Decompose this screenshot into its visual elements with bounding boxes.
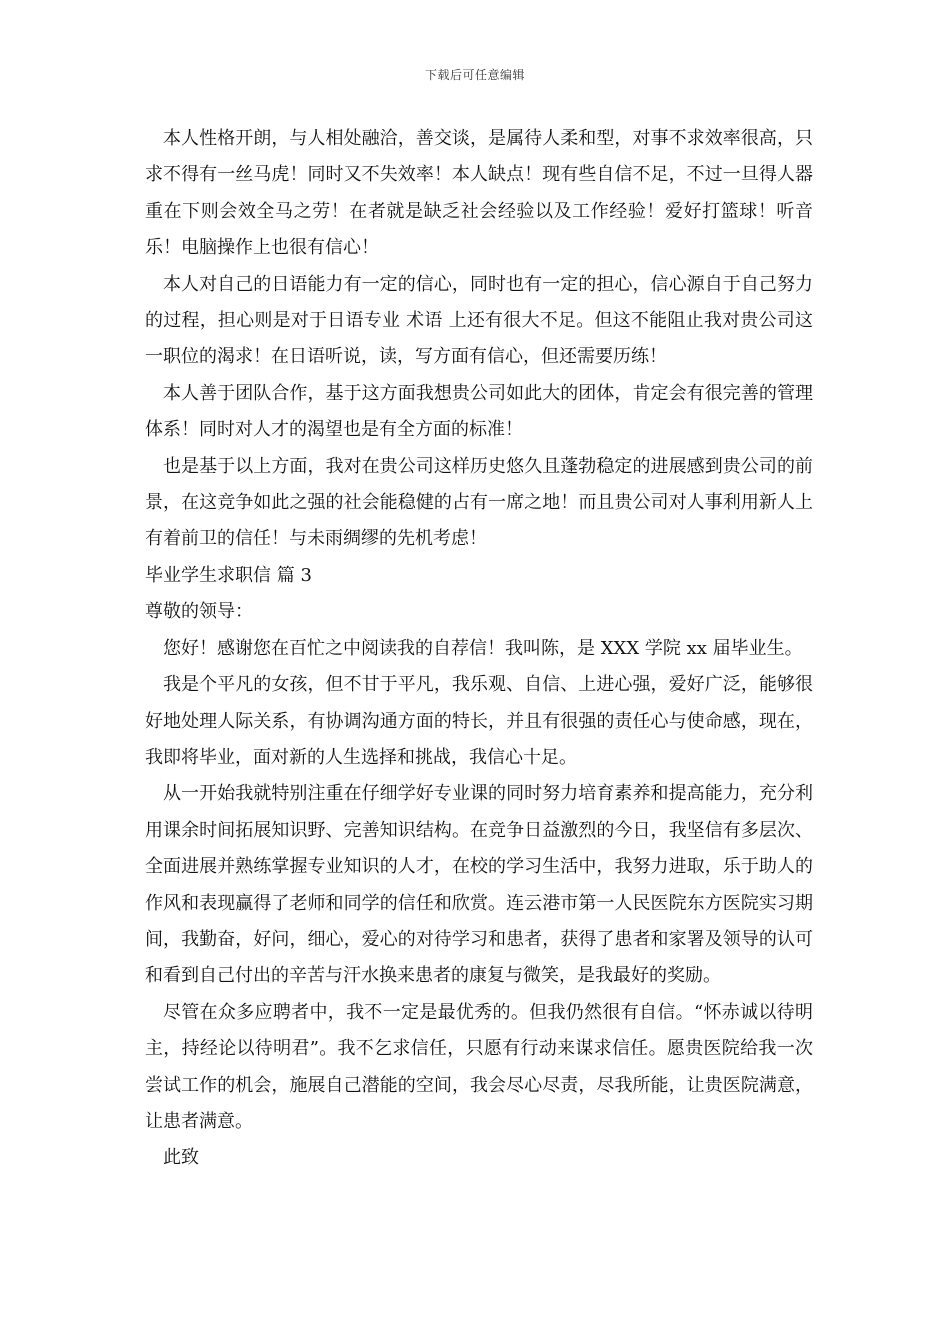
- paragraph-greeting: 您好！感谢您在百忙之中阅读我的自荐信！我叫陈，是 XXX 学院 xx 届毕业生。: [163, 637, 803, 659]
- paragraph-self-intro: 我是个平凡的女孩，但不甘于平凡，我乐观、自信、上进心强，爱好广泛，能够很好地处理人际关系，有协调沟通方面的特长，并且有很强的责任心与使命感，现在，我即将毕业，面对新的人生选择和挑战，我信心十足。: [145, 674, 813, 768]
- salutation: 尊敬的领导：: [145, 601, 253, 623]
- page-header: 下载后可任意编辑: [424, 68, 525, 82]
- section-title: 毕业学生求职信 篇 3: [145, 564, 312, 586]
- paragraph-personality: 本人性格开朗，与人相处融洽，善交谈，是属待人柔和型，对事不求效率很高，只求不得有一丝马虎！同时又不失效率！本人缺点！现有些自信不足，不过一旦得人器重在下则会效全马之劳！在者就是缺乏社会经验以及工作经验！爱好打篮球！听音乐！电脑操作上也很有信心！: [145, 128, 813, 259]
- paragraph-teamwork: 本人善于团队合作，基于这方面我想贵公司如此大的团体，肯定会有很完善的管理体系！同时对人才的渴望也是有全方面的标准！: [145, 382, 813, 441]
- paragraph-company-outlook: 也是基于以上方面，我对在贵公司这样历史悠久且蓬勃稳定的进展感到贵公司的前景，在这竞争如此之强的社会能稳健的占有一席之地！而且贵公司对人事利用新人上有着前卫的信任！与未雨绸缪的先机考虑！: [145, 455, 813, 550]
- letter-body: [145, 121, 813, 1177]
- paragraph-closing-request: 尽管在众多应聘者中，我不一定是最优秀的。但我仍然很有自信。“怀赤诚以待明主，持经论以待明君”。我不乞求信任，只愿有行动来谋求信任。愿贵医院给我一次尝试工作的机会，施展自己潜能的空间，我会尽心尽责，尽我所能，让贵医院满意，让患者满意。: [145, 1001, 813, 1132]
- paragraph-study-experience: 从一开始我就特别注重在仔细学好专业课的同时努力培育素养和提高能力，充分利用课余时间拓展知识野、完善知识结构。在竞争日益激烈的今日，我坚信有多层次、全面进展并熟练掌握专业知识的人才，在校的学习生活中，我努力进取，乐于助人的作风和表现赢得了老师和同学的信任和欣赏。连云港市第一人民医院东方医院实习期间，我勤奋，好问，细心，爱心的对待学习和患者，获得了患者和家署及领导的认可和看到自己付出的辛苦与汗水换来患者的康复与微笑，是我最好的奖励。: [145, 783, 813, 987]
- paragraph-japanese-ability: 本人对自己的日语能力有一定的信心，同时也有一定的担心，信心源自于自己努力的过程，担心则是对于日语专业 术语 上还有很大不足。但这不能阻止我对贵公司这一职位的渴求！在日语听说，读，写方面有信心，但还需要历练！: [145, 273, 813, 368]
- closing-regards: 此致: [163, 1147, 199, 1169]
